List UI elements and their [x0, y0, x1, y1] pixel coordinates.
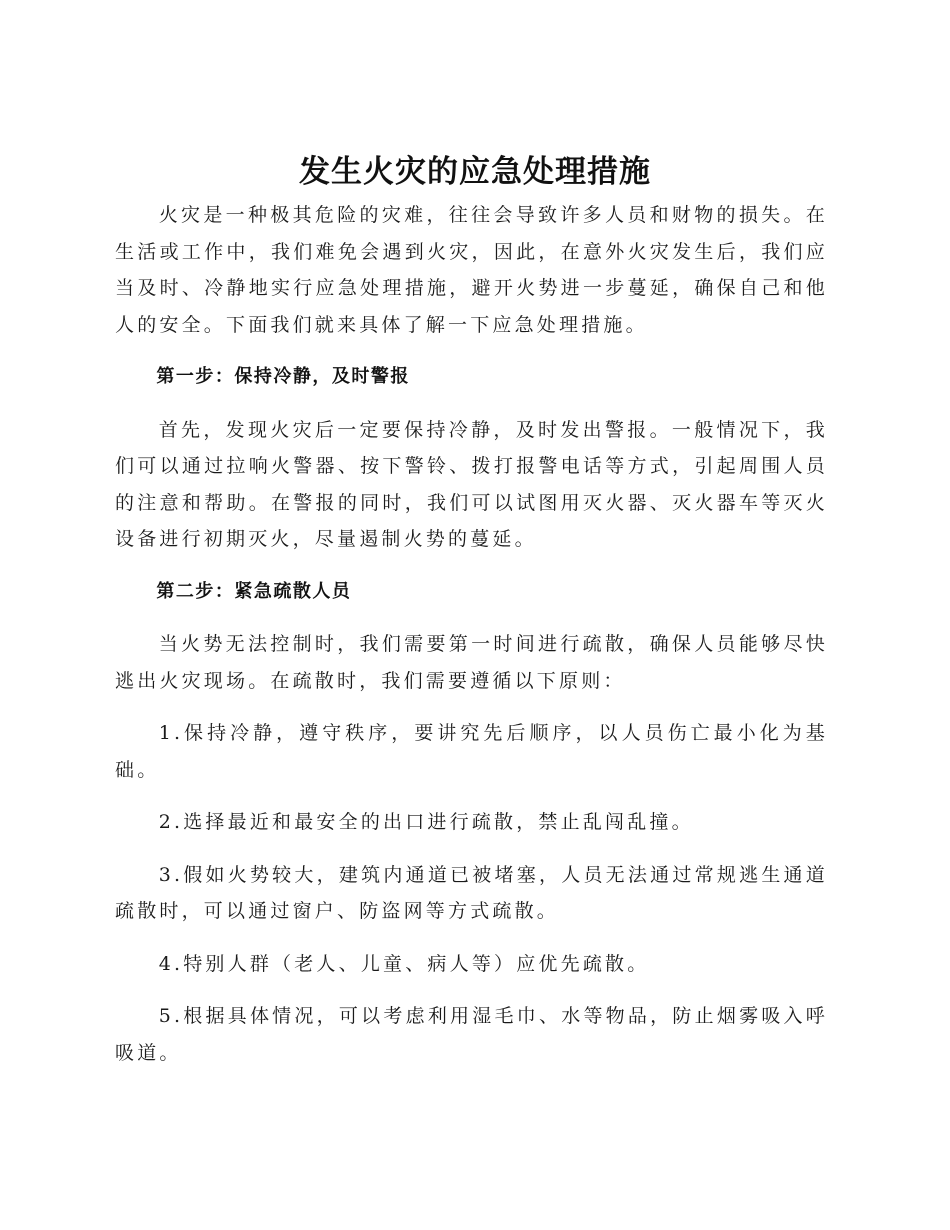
principle-item-2: 2.选择最近和最安全的出口进行疏散，禁止乱闯乱撞。 — [158, 811, 694, 833]
step-1-paragraph: 首先，发现火灾后一定要保持冷静，及时发出警报。一般情况下，我们可以通过拉响火警器、按下警铃、拨打报警电话等方式，引起周围人员的注意和帮助。在警报的同时，我们可以试图用灭火器、灭火器车等灭火设备进行初期灭火，尽量遏制火势的蔓延。 — [115, 418, 828, 550]
step-1-heading: 第一步：保持冷静，及时警报 — [156, 366, 410, 387]
document-body — [115, 197, 828, 1087]
principle-item-1: 1.保持冷静，遵守秩序，要讲究先后顺序，以人员伤亡最小化为基础。 — [115, 722, 828, 781]
principle-item-3: 3.假如火势较大，建筑内通道已被堵塞，人员无法通过常规逃生通道疏散时，可以通过窗户、防盗网等方式疏散。 — [115, 863, 828, 922]
step-2-paragraph: 当火势无法控制时，我们需要第一时间进行疏散，确保人员能够尽快逃出火灾现场。在疏散时，我们需要遵循以下原则： — [115, 633, 828, 692]
step-2-heading: 第二步：紧急疏散人员 — [156, 580, 352, 602]
principle-item-4: 4.特别人群（老人、儿童、病人等）应优先疏散。 — [158, 952, 650, 975]
document-title: 发生火灾的应急处理措施 — [299, 154, 651, 190]
principle-item-5: 5.根据具体情况，可以考虑利用湿毛巾、水等物品，防止烟雾吸入呼吸道。 — [115, 1005, 828, 1064]
intro-paragraph: 火灾是一种极其危险的灾难，往往会导致许多人员和财物的损失。在生活或工作中，我们难免会遇到火灾，因此，在意外火灾发生后，我们应当及时、冷静地实行应急处理措施，避开火势进一步蔓延，确保自己和他人的安全。下面我们就来具体了解一下应急处理措施。 — [115, 204, 828, 336]
